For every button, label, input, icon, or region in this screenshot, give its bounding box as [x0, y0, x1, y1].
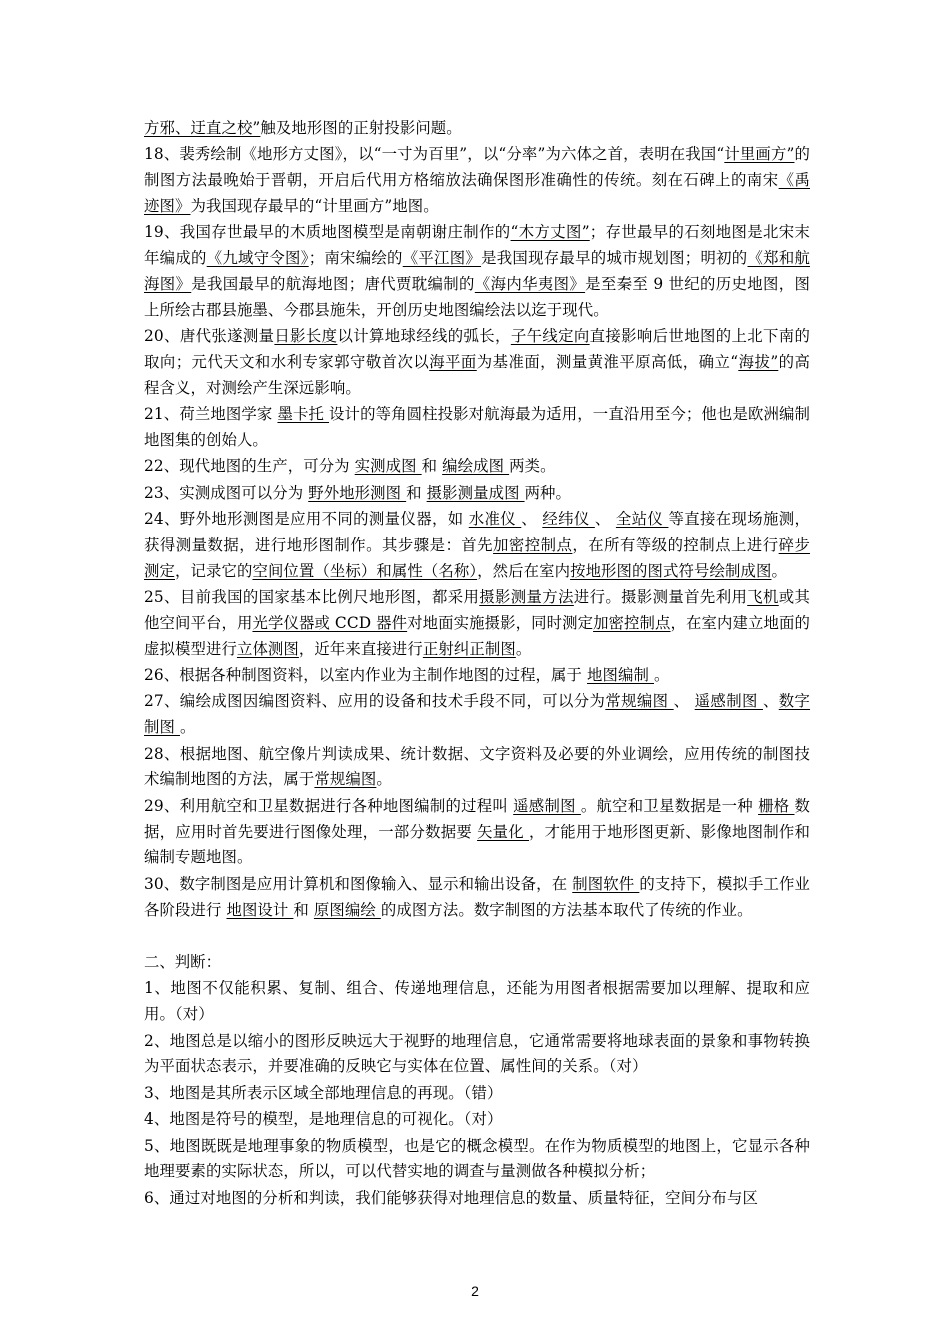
answer-blank: 矢量化: [477, 822, 530, 841]
answer-blank: 全站仪: [615, 510, 669, 529]
question-text: 、: [521, 510, 543, 529]
question-paragraph: [144, 220, 810, 323]
answer-blank: 加密控制点: [493, 535, 573, 554]
question-paragraph: [144, 663, 810, 689]
true-false-item: 2、地图总是以缩小的图形反映远大于视野的地理信息，它通常需要将地球表面的景象和事物转换为平面状态表示，并要准确的反映它与实体在位置、属性间的关系。（对）: [144, 1031, 810, 1076]
question-text: 两种。: [524, 483, 572, 502]
question-text: 。: [179, 718, 196, 737]
answer-blank: 碎步测定: [144, 535, 810, 580]
question-text: 29、利用航空和卫星数据进行各种地图编制的过程叫: [144, 796, 514, 815]
question-paragraph: [144, 481, 810, 507]
question-paragraph: [144, 585, 810, 662]
question-paragraph: [144, 402, 810, 454]
question-text: 设计的等角圆柱投影对航海最为适用，一直沿用至今；他也是欧洲编制地图集的创始人。: [144, 405, 811, 449]
answer-blank: 按地形图的图式符号绘制成图: [570, 561, 772, 580]
question-text: ；存世最早的石刻地图是北宋末年编成的: [144, 223, 810, 268]
question-text: 22、现代地图的生产，可分为: [144, 457, 355, 476]
question-text: ；南宋编绘的: [308, 249, 403, 268]
fill-in-blank-section: [144, 116, 810, 923]
question-text: 或其他空间平台，用: [144, 588, 811, 632]
answer-blank: 墨卡托: [277, 405, 330, 424]
question-paragraph: [144, 116, 810, 142]
question-text: 19、我国存世最早的木质地图模型是南朝谢庄制作的: [144, 223, 511, 242]
answer-blank: 《郑和航海图》: [144, 249, 810, 293]
answer-blank: 计里画方”: [724, 145, 795, 164]
answer-blank: 正射纠正制图: [422, 639, 516, 658]
answer-blank: 制图软件: [572, 874, 640, 893]
answer-blank: 日影长度: [274, 327, 338, 346]
question-text: 为我国现存最早的“计里画方”地图。: [190, 196, 439, 215]
true-false-section: [144, 950, 810, 1212]
question-text: 25、目前我国的国家基本比例尺地形图，都采用: [144, 588, 480, 607]
question-text: 26、根据各种制图资料，以室内作业为主制作地图的过程，属于: [144, 666, 588, 685]
question-text: 以计算地球经线的弧长，: [337, 327, 511, 346]
question-text: 和: [421, 457, 443, 476]
answer-blank: 原图编绘: [313, 900, 381, 919]
question-text: 、: [762, 692, 779, 711]
answer-blank: 光学仪器或 CCD 器件: [252, 613, 408, 632]
question-text: 的高程含义，对测绘产生深远影响。: [144, 352, 810, 397]
question-text: 的制图方法最晚始于晋朝，开启后代用方格缩放法确保图形准确性的传统。刻在石碑上的南宋: [144, 145, 811, 190]
answer-blank: 栅格: [758, 796, 795, 815]
question-text: 的成图方法。数字制图的方法基本取代了传统的作业。: [380, 900, 753, 919]
answer-blank: 常规编图: [605, 692, 674, 711]
true-false-item: 3、地图是其所表示区域全部地理信息的再现。（错）: [144, 1083, 503, 1102]
true-false-item: 4、地图是符号的模型，是地理信息的可视化。（对）: [144, 1110, 503, 1129]
question-paragraph: [144, 689, 810, 741]
answer-blank: 海拔”: [738, 352, 779, 371]
question-text: 。: [376, 770, 392, 789]
question-text: 和: [293, 900, 314, 919]
question-text: 对地面实施摄影，同时测定: [407, 613, 594, 632]
true-false-item: 5、地图既既是地理事象的物质模型，也是它的概念模型。在作为物质模型的地图上，它显示各种地理要素的实际状态，所以，可以代替实地的调查与量测做各种模拟分析；: [144, 1136, 810, 1181]
question-text: 27、编绘成图因编图资料、应用的设备和技术手段不同，可以分为: [144, 692, 606, 711]
answer-blank: 《禹迹图》: [144, 171, 810, 215]
question-text: 24、野外地形测图是应用不同的测量仪器，如: [144, 510, 469, 529]
question-text: ，在所有等级的控制点上进行: [572, 535, 779, 554]
question-paragraph: [144, 507, 810, 584]
question-text: 30、数字制图是应用计算机和图像输入、显示和输出设备，在: [144, 874, 573, 893]
answer-blank: 立体测图: [236, 639, 299, 658]
answer-blank: 编绘成图: [442, 457, 510, 476]
true-false-items: [144, 976, 810, 1211]
document-page: [144, 116, 810, 1212]
question-text: ，近年来直接进行: [298, 639, 423, 658]
question-paragraph: [144, 324, 810, 401]
answer-blank: “木方丈图”: [510, 223, 590, 242]
section-heading: 二、判断：: [144, 953, 221, 972]
true-false-item: 6、通过对地图的分析和判读，我们能够获得对地理信息的数量、质量特征，空间分布与区: [144, 1188, 759, 1207]
question-text: 两类。: [509, 457, 556, 476]
answer-blank: 遥感制图: [694, 692, 763, 711]
question-text: 进行。摄影测量首先利用: [573, 588, 748, 607]
question-text: ，在室内建立地面的虚拟模型进行: [144, 613, 810, 658]
answer-blank: 方邪、迂直之校”: [144, 119, 261, 137]
question-text: 、: [594, 510, 616, 529]
answer-blank: 海平面: [429, 352, 477, 371]
answer-blank: 《海内华夷图》: [474, 274, 586, 293]
answer-blank: 水准仪: [468, 510, 522, 529]
question-text: 触及地形图的正射投影问题。: [260, 119, 462, 137]
question-text: 18、裴秀绘制《地形方丈图》，以“一寸为百里”，以“分率”为六体之首，表明在我国“: [144, 145, 725, 164]
answer-blank: 摄影测量方法: [479, 588, 574, 607]
question-text: ，然后在室内: [477, 561, 571, 580]
question-text: 。: [515, 639, 532, 658]
question-text: 是至秦至 9 世纪的历史地图，图上所绘古郡县施墨、今郡县施朱，开创历史地图编绘法以迄于现代。: [144, 274, 810, 319]
answer-blank: 子午线定向: [510, 327, 590, 346]
question-text: 和: [406, 483, 427, 502]
answer-blank: 《平江图》: [402, 249, 482, 268]
question-text: 数据，应用时首先要进行图像处理，一部分数据要: [144, 796, 810, 841]
question-paragraph: [144, 742, 810, 794]
answer-blank: 经纬仪: [542, 510, 595, 529]
question-text: 、: [673, 692, 695, 711]
answer-blank: 野外地形测图: [308, 483, 407, 502]
answer-blank: 《九域守令图》: [206, 249, 309, 268]
question-text: ，才能用于地形图更新、影像地图制作和编制专题地图。: [144, 822, 810, 867]
question-paragraph: [144, 872, 810, 924]
answer-blank: 常规编图: [314, 770, 377, 789]
true-false-item: 1、地图不仅能积累、复制、组合、传递地理信息，还能为用图者根据需要加以理解、提取和应用。（对）: [144, 979, 810, 1024]
question-paragraph: [144, 794, 810, 871]
question-text: 直接影响后世地图的上北下南的取向；元代天文和水利专家郭守敬首次以: [144, 327, 811, 371]
question-paragraph: [144, 142, 810, 219]
answer-blank: 地图设计: [226, 900, 294, 919]
question-text: 。: [771, 561, 787, 580]
question-paragraph: [144, 454, 810, 480]
question-text: 21、荷兰地图学家: [144, 405, 278, 424]
question-text: 的支持下，模拟手工作业各阶段进行: [144, 874, 810, 919]
answer-blank: 实测成图: [354, 457, 422, 476]
answer-blank: 空间位置（坐标）和属性（名称）: [252, 561, 478, 580]
section-spacer: [144, 924, 810, 950]
question-text: 。航空和卫星数据是一种: [580, 796, 759, 815]
question-text: 等直接在现场施测，获得测量数据，进行地形图制作。其步骤是：首先: [144, 510, 811, 554]
answer-blank: 摄影测量成图: [426, 483, 525, 502]
question-text: 28、根据地图、航空像片判读成果、统计数据、文字资料及必要的外业调绘，应用传统的制图技术编制地图的方法，属于: [144, 744, 810, 789]
question-text: 是我国现存最早的城市规划图；明初的: [481, 249, 748, 268]
answer-blank: 地图编制: [587, 666, 654, 685]
question-text: ，记录它的: [174, 561, 253, 580]
answer-blank: 遥感制图: [513, 796, 581, 815]
answer-blank: 飞机: [747, 588, 779, 607]
question-text: 。: [654, 666, 670, 685]
question-text: 20、唐代张遂测量: [144, 327, 275, 346]
answer-blank: 加密控制点: [593, 613, 671, 632]
answer-blank: 数字制图: [144, 692, 811, 737]
question-text: 23、实测成图可以分为: [144, 483, 309, 502]
question-text: 为基准面，测量黄淮平原高低，确立“: [476, 352, 739, 371]
page-number: 2: [471, 1283, 479, 1299]
question-text: 是我国最早的航海地图；唐代贾耽编制的: [191, 274, 475, 293]
